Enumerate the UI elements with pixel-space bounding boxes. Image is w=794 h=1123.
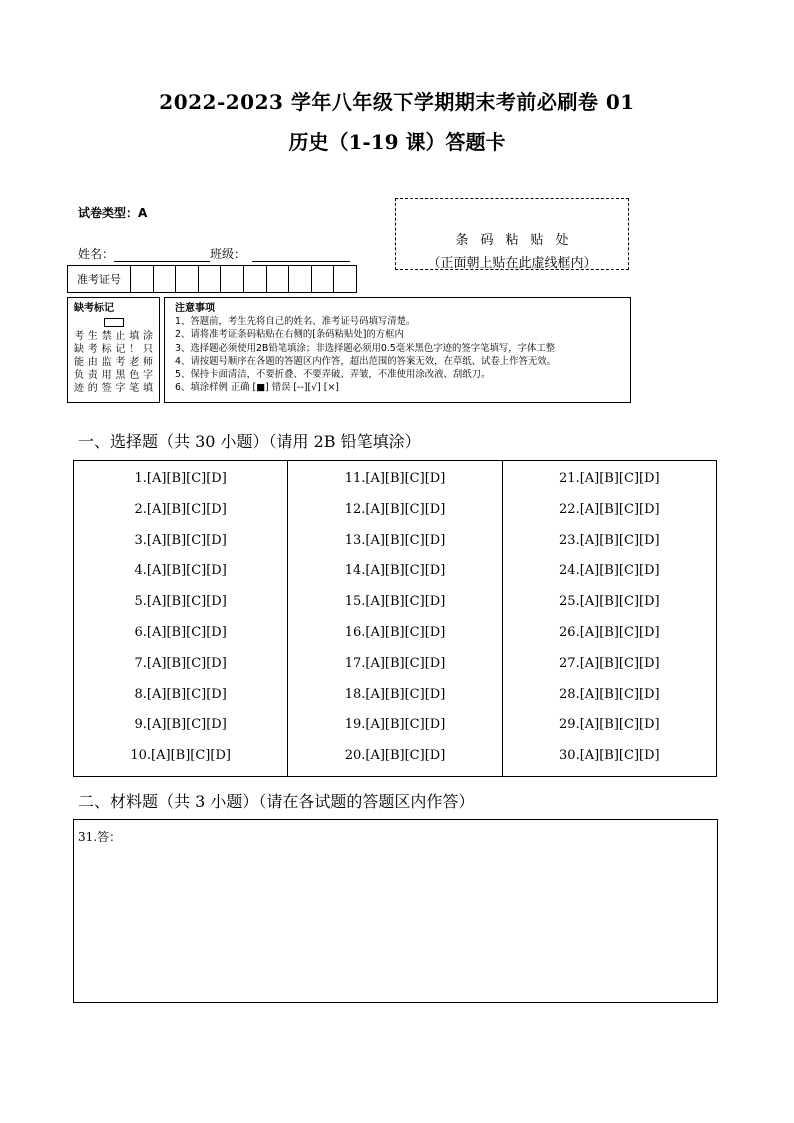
class-field[interactable] — [252, 247, 350, 262]
note-item: 4、请按题号顺序在各题的答题区内作答，超出范围的答案无效，在草纸、试卷上作答无效。 — [175, 355, 556, 367]
mcq-question[interactable]: 23.[A][B][C][D] — [559, 532, 660, 548]
note-item: 5、保持卡面清洁，不要折叠、不要弄破、弄皱，不准使用涂改液、刮纸刀。 — [175, 369, 491, 381]
page-title: 2022-2023 学年八年级下学期期末考前必刷卷 01 — [159, 90, 635, 114]
mcq-question[interactable]: 28.[A][B][C][D] — [559, 686, 660, 702]
mcq-question[interactable]: 15.[A][B][C][D] — [344, 594, 446, 610]
note-item: 2、请将准考证条码粘贴在右侧的[条码粘贴处]的方框内 — [175, 329, 404, 341]
absent-checkbox[interactable] — [104, 318, 124, 327]
mcq-question[interactable]: 3.[A][B][C][D] — [134, 532, 227, 548]
absent-text-line: 缺考标记！只 — [74, 344, 153, 355]
note-item: 1、答题前，考生先将自己的姓名、准考证号码填写清楚。 — [175, 316, 416, 328]
admission-cell[interactable] — [176, 266, 199, 292]
mcq-question[interactable]: 24.[A][B][C][D] — [559, 563, 660, 579]
mcq-question[interactable]: 20.[A][B][C][D] — [344, 748, 446, 764]
admission-cell[interactable] — [199, 266, 222, 292]
mcq-question[interactable]: 9.[A][B][C][D] — [134, 717, 227, 733]
mcq-question[interactable]: 7.[A][B][C][D] — [134, 655, 227, 671]
admission-cell[interactable] — [312, 266, 335, 292]
mcq-question[interactable]: 18.[A][B][C][D] — [344, 686, 446, 702]
mcq-question[interactable]: 4.[A][B][C][D] — [134, 563, 227, 579]
absent-text-line: 负责用黑色字 — [74, 370, 153, 381]
mcq-question[interactable]: 27.[A][B][C][D] — [559, 655, 660, 671]
mcq-question[interactable]: 30.[A][B][C][D] — [559, 748, 660, 764]
answer-box-31[interactable] — [73, 819, 718, 1003]
notes-box — [164, 297, 631, 403]
admission-cell[interactable] — [221, 266, 244, 292]
mcq-question[interactable]: 10.[A][B][C][D] — [130, 748, 231, 764]
page-subtitle: 历史（1-19 课）答题卡 — [288, 130, 506, 154]
class-label: 班级： — [210, 247, 247, 261]
barcode-label: 条码粘贴处 — [455, 233, 581, 248]
exam-type: 试卷类型：A — [78, 206, 148, 220]
mcq-question[interactable]: 14.[A][B][C][D] — [344, 563, 446, 579]
name-field[interactable] — [114, 247, 210, 262]
mcq-question[interactable]: 25.[A][B][C][D] — [559, 594, 660, 610]
name-label: 姓名： — [78, 247, 115, 261]
section-material-title: 二、材料题（共 3 小题）（请在各试题的答题区内作答） — [78, 792, 475, 811]
admission-cell[interactable] — [131, 266, 154, 292]
mcq-question[interactable]: 2.[A][B][C][D] — [134, 501, 227, 517]
mcq-question[interactable]: 22.[A][B][C][D] — [559, 501, 660, 517]
section-choice-title: 一、选择题（共 30 小题）（请用 2B 铅笔填涂） — [78, 432, 421, 451]
mcq-question[interactable]: 19.[A][B][C][D] — [344, 717, 446, 733]
answer-label-31: 31.答： — [78, 830, 122, 844]
mcq-question[interactable]: 13.[A][B][C][D] — [344, 532, 446, 548]
note-item: 3、选择题必须使用2B铅笔填涂；非选择题必须用0.5毫米黑色字迹的签字笔填写，字体工整 — [175, 342, 556, 354]
mcq-question[interactable]: 5.[A][B][C][D] — [134, 594, 227, 610]
admission-label: 准考证号 — [68, 266, 131, 292]
notes-title: 注意事项 — [175, 303, 215, 314]
mcq-question[interactable]: 6.[A][B][C][D] — [134, 624, 227, 640]
barcode-hint: （正面朝上贴在此虚线框内） — [427, 256, 597, 271]
mcq-question[interactable]: 11.[A][B][C][D] — [344, 471, 446, 486]
admission-cell[interactable] — [244, 266, 267, 292]
mcq-question[interactable]: 8.[A][B][C][D] — [134, 686, 227, 702]
absent-text-line: 能由监考老师 — [74, 357, 153, 368]
absent-mark-box — [67, 297, 160, 403]
barcode-area — [395, 198, 629, 270]
mcq-question[interactable]: 17.[A][B][C][D] — [344, 655, 446, 671]
note-item: 6、填涂样例 正确 [■] 错误 [--][√] [×] — [175, 382, 339, 394]
mcq-question[interactable]: 16.[A][B][C][D] — [344, 624, 446, 640]
admission-cell[interactable] — [289, 266, 312, 292]
absent-text-line: 考生禁止填涂 — [74, 331, 153, 342]
absent-text-line: 迹的签字笔填 — [74, 383, 153, 394]
admission-cell[interactable] — [267, 266, 290, 292]
admission-number-grid — [67, 265, 357, 293]
mcq-column — [74, 461, 288, 776]
mcq-grid — [73, 460, 717, 777]
mcq-column — [503, 461, 716, 776]
admission-cell[interactable] — [334, 266, 356, 292]
mcq-question[interactable]: 29.[A][B][C][D] — [559, 717, 660, 733]
mcq-question[interactable]: 26.[A][B][C][D] — [559, 624, 660, 640]
mcq-column — [288, 461, 502, 776]
mcq-question[interactable]: 21.[A][B][C][D] — [559, 471, 660, 486]
name-class-row — [78, 245, 350, 262]
mcq-question[interactable]: 12.[A][B][C][D] — [344, 501, 446, 517]
mcq-question[interactable]: 1.[A][B][C][D] — [134, 471, 227, 486]
absent-title: 缺考标记 — [74, 303, 114, 314]
admission-cell[interactable] — [154, 266, 177, 292]
